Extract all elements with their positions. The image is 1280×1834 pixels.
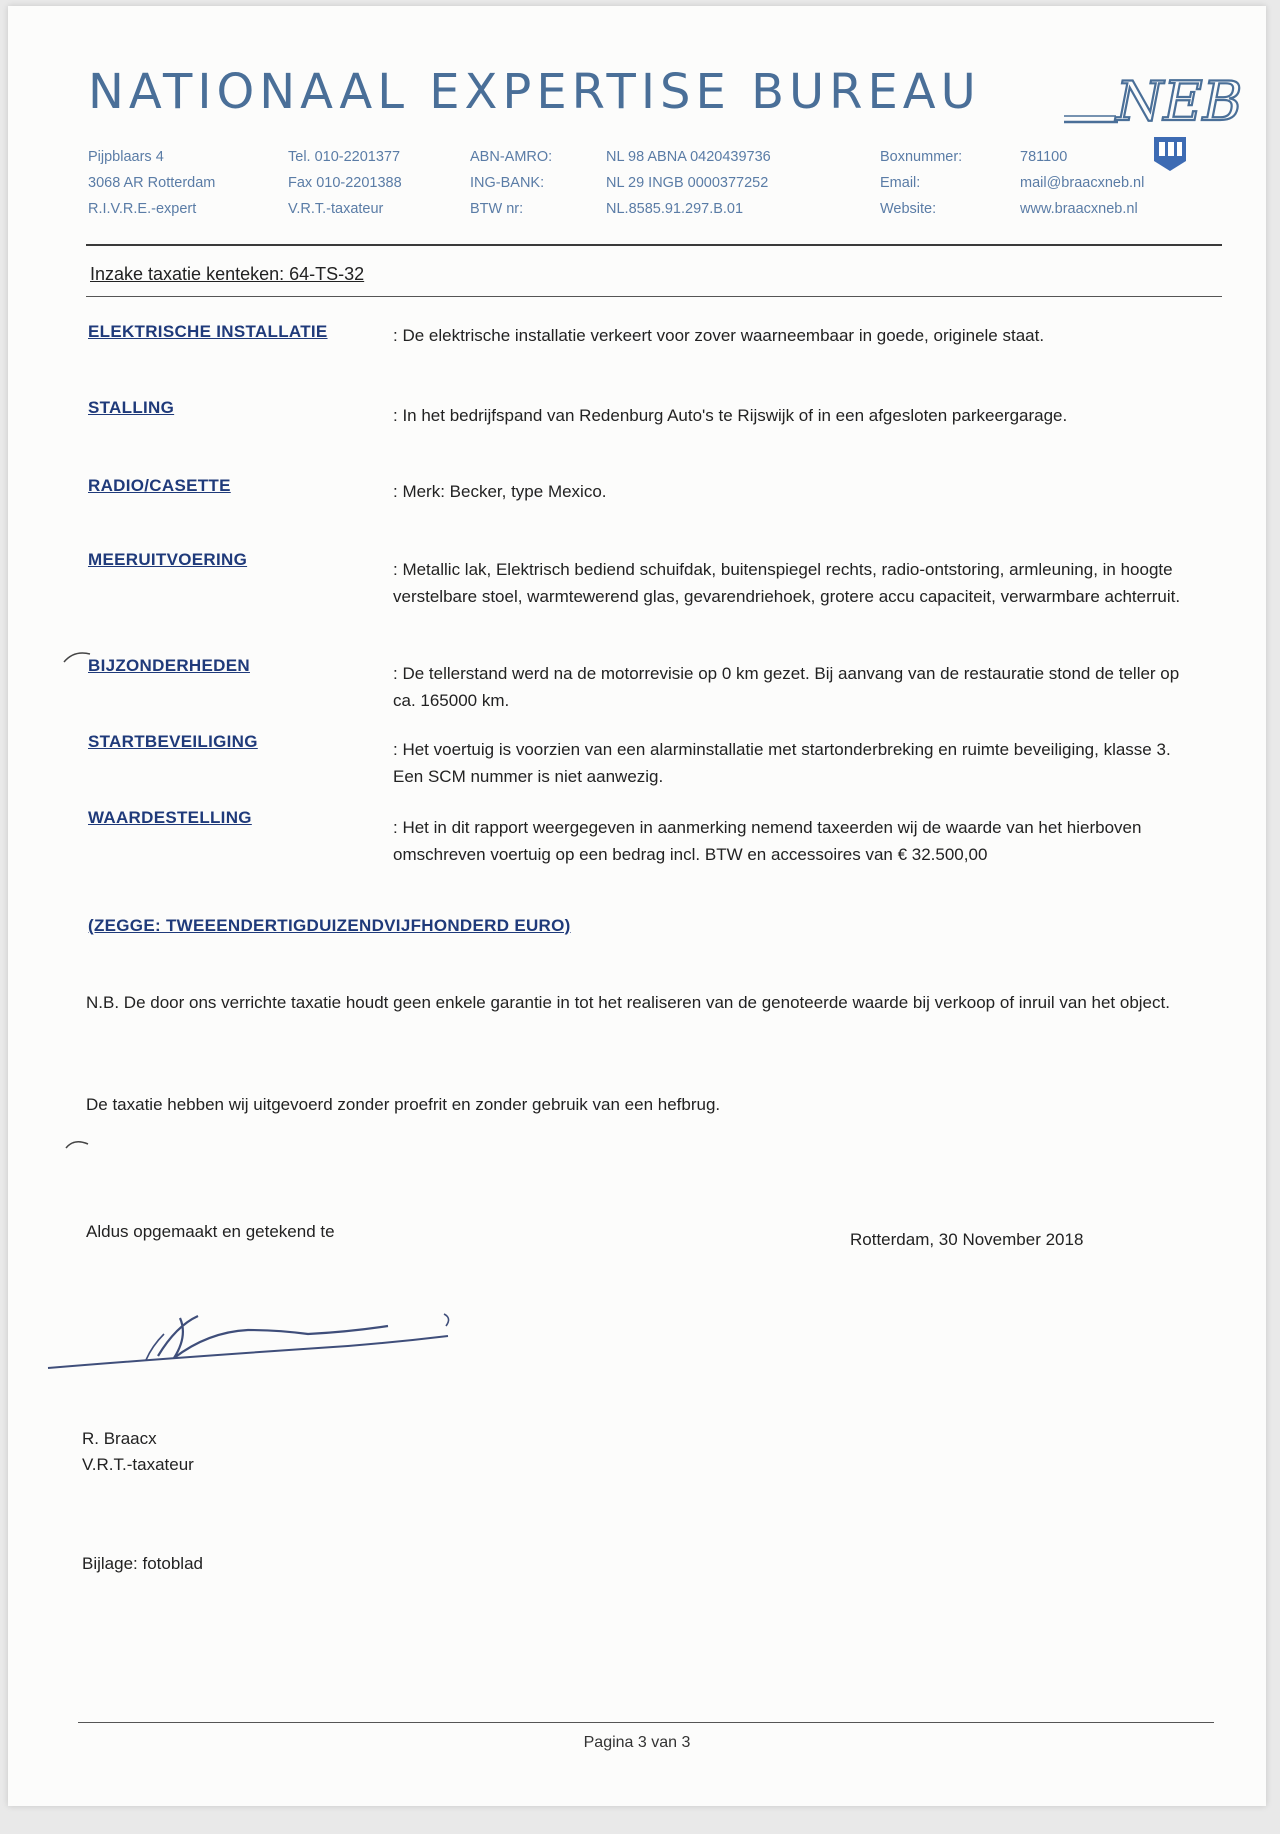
section-label-options: MEERUITVOERING — [88, 550, 248, 569]
section-label-valuation: WAARDESTELLING — [88, 808, 252, 827]
amount-in-words: (ZEGGE: TWEEENDERTIGDUIZENDVIJFHONDERD EURO) — [88, 916, 571, 935]
page-number: Pagina 3 van 3 — [583, 1734, 691, 1751]
signatory-title: V.R.T.-taxateur — [82, 1455, 194, 1474]
header-contact-values: 781100 mail@braacxneb.nl www.braacxneb.nl — [1020, 149, 1145, 217]
header-bank-numbers: NL 98 ABNA 0420439736 NL 29 INGB 0000377252 NL.8585.91.297.B.01 — [606, 149, 771, 217]
subject-line: Inzake taxatie kenteken: 64-TS-32 — [90, 264, 365, 284]
document-page — [8, 6, 1266, 1806]
section-text-details: : De tellerstand werd na de motorrevisie op 0 km gezet. Bij aanvang van de restauratie stond de teller op ca. 165000 km. — [393, 664, 1180, 710]
section-text-security: : Het voertuig is voorzien van een alarminstallatie met startonderbreking en ruimte beveiliging, klasse 3. Een SCM nummer is niet aanwezig. — [393, 740, 1171, 786]
nb-prefix: N.B. — [86, 993, 120, 1012]
place-date: Rotterdam, 30 November 2018 — [850, 1230, 1084, 1249]
handwritten-signature — [48, 1296, 478, 1396]
header-contact-labels: Boxnummer: Email: Website: — [880, 149, 963, 217]
nb-paragraph — [86, 990, 1216, 1016]
header-address: Pijpblaars 4 3068 AR Rotterdam R.I.V.R.E.-expert — [88, 149, 216, 217]
subject-divider — [86, 296, 1222, 297]
taxation-note: De taxatie hebben wij uitgevoerd zonder proefrit en zonder gebruik van een hefbrug. — [86, 1095, 721, 1114]
signed-at-label: Aldus opgemaakt en getekend te — [86, 1222, 335, 1241]
signatory-block — [82, 1426, 194, 1478]
header-phone: Tel. 010-2201377 Fax 010-2201388 V.R.T.-taxateur — [288, 149, 402, 217]
section-label-radio: RADIO/CASETTE — [88, 476, 231, 495]
section-text-valuation: : Het in dit rapport weergegeven in aanmerking nemend taxeerden wij de waarde van het hierboven omschreven voertuig op een bedrag incl. BTW en accessoires van € 32.500,00 — [393, 818, 1142, 864]
company-title: NATIONAAL EXPERTISE BUREAU — [88, 64, 981, 120]
signatory-name: R. Braacx — [82, 1429, 157, 1448]
nb-text: De door ons verrichte taxatie houdt geen enkele garantie in tot het realiseren van de genoteerde waarde bij verkoop of inruil van het object. — [123, 993, 1170, 1012]
section-text-electrical: : De elektrische installatie verkeert voor zover waarneembaar in goede, originele staat. — [393, 326, 1045, 345]
footer-divider — [78, 1722, 1214, 1723]
section-label-stalling: STALLING — [88, 398, 175, 417]
section-label-security: STARTBEVEILIGING — [88, 732, 258, 751]
section-label-details: BIJZONDERHEDEN — [88, 656, 250, 675]
section-text-stalling: : In het bedrijfspand van Redenburg Auto's te Rijswijk of in een afgesloten parkeergarage. — [393, 406, 1068, 425]
header-bank-labels: ABN-AMRO: ING-BANK: BTW nr: — [470, 149, 553, 217]
section-label-electrical: ELEKTRISCHE INSTALLATIE — [88, 322, 328, 341]
scan-mark-2 — [64, 1136, 94, 1150]
attachment-note: Bijlage: fotoblad — [82, 1554, 203, 1573]
badge-icon — [1148, 131, 1192, 175]
section-text-radio: : Merk: Becker, type Mexico. — [393, 482, 607, 501]
header-divider — [86, 244, 1222, 246]
logo-lettering: NEB — [1116, 70, 1243, 133]
neb-logo — [1058, 64, 1243, 134]
section-text-options: : Metallic lak, Elektrisch bediend schuifdak, buitenspiegel rechts, radio-ontstoring, armleuning, in hoogte verstelbare stoel, warmtewerend glas, gevarendriehoek, grotere accu capaciteit, verwarmbare achterruit. — [393, 560, 1181, 606]
